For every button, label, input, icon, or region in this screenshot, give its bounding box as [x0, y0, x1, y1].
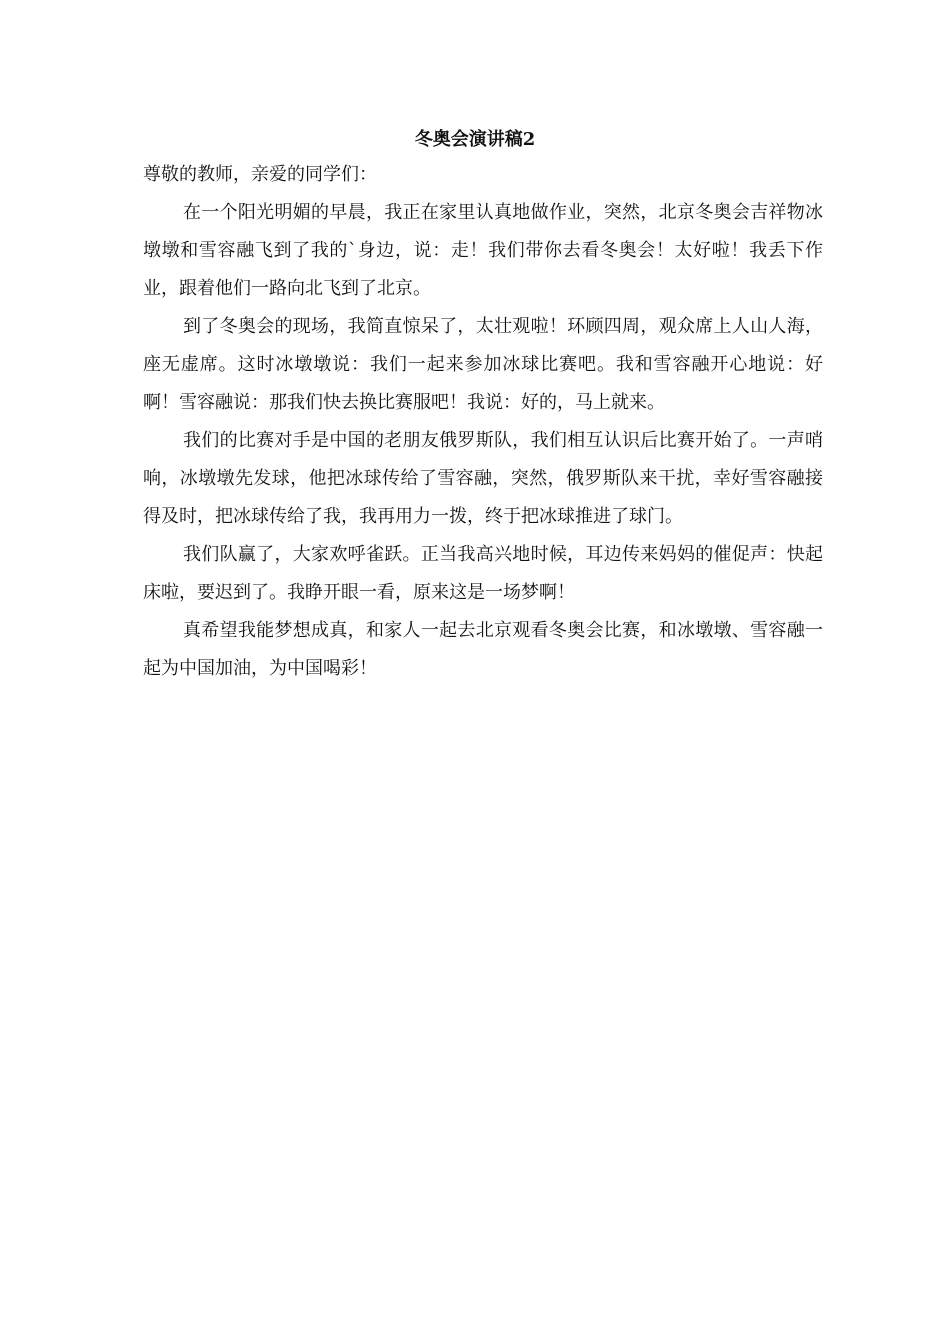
paragraph-5: 真希望我能梦想成真，和家人一起去北京观看冬奥会比赛，和冰墩墩、雪容融一起为中国加油，为中国喝彩！: [143, 620, 823, 679]
paragraph-4: 我们队赢了，大家欢呼雀跃。正当我高兴地时候，耳边传来妈妈的催促声：快起床啦，要迟到了。我睁开眼一看，原来这是一场梦啊！: [143, 544, 823, 603]
paragraph-1: 在一个阳光明媚的早晨，我正在家里认真地做作业，突然，北京冬奥会吉祥物冰墩墩和雪容融飞到了我的`身边，说：走！我们带你去看冬奥会！太好啦！我丢下作业，跟着他们一路向北飞到了北京。: [143, 202, 823, 299]
paragraph-3: 我们的比赛对手是中国的老朋友俄罗斯队，我们相互认识后比赛开始了。一声哨响，冰墩墩先发球，他把冰球传给了雪容融，突然，俄罗斯队来干扰，幸好雪容融接得及时，把冰球传给了我，我再用力一拨，终于把冰球推进了球门。: [143, 430, 823, 527]
paragraph-2: 到了冬奥会的现场，我简直惊呆了，太壮观啦！环顾四周，观众席上人山人海，座无虚席。这时冰墩墩说：我们一起来参加冰球比赛吧。我和雪容融开心地说：好啊！雪容融说：那我们快去换比赛服吧！我说：好的，马上就来。: [143, 316, 823, 413]
document-title: 冬奥会演讲稿2: [414, 129, 536, 150]
document-body: [143, 160, 823, 688]
salutation: 尊敬的教师，亲爱的同学们：: [143, 164, 377, 185]
